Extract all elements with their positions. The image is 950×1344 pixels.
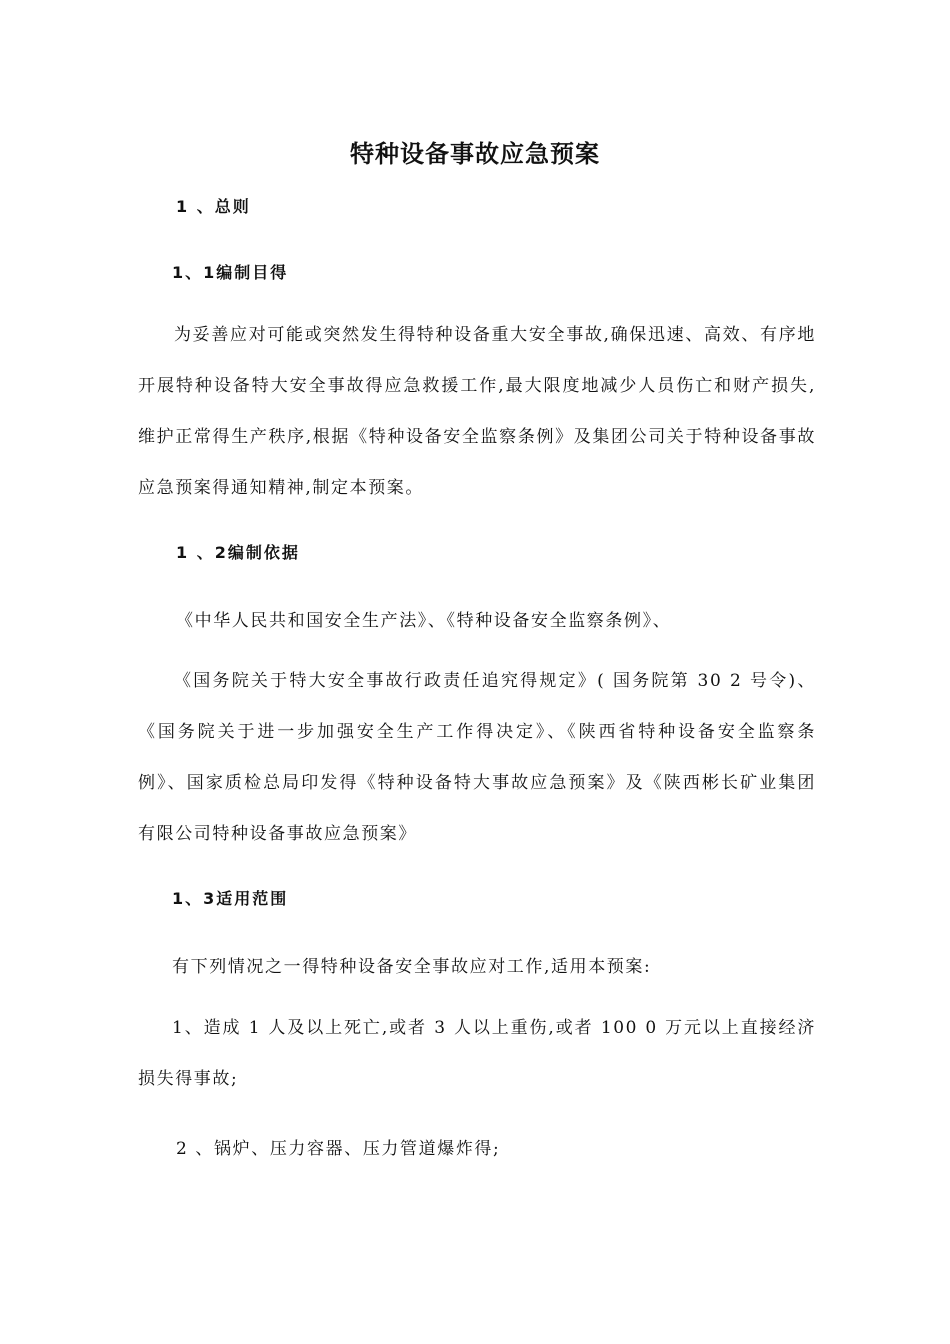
section-1-2-paragraph: 《国务院关于特大安全事故行政责任追究得规定》( 国务院第 30 2 号令)、《国务院关于进一步加强安全生产工作得决定》、《陕西省特种设备安全监察条例》、国家质检总局印发得《特种设备特大事故应急预案》及《陕西彬长矿业集团有限公司特种设备事故应急预案》 <box>138 671 816 844</box>
section-1-2-heading: 1 、2编制依据 <box>176 543 300 562</box>
section-1-3-item-1: 1、造成 1 人及以上死亡,或者 3 人以上重伤,或者 100 0 万元以上直接经济损失得事故; <box>138 1018 816 1089</box>
section-1-1-heading: 1、1编制目得 <box>172 263 289 282</box>
document-title: 特种设备事故应急预案 <box>350 140 600 168</box>
section-1-3-heading: 1、3适用范围 <box>172 889 289 908</box>
section-1-3-intro: 有下列情况之一得特种设备安全事故应对工作,适用本预案: <box>172 957 652 977</box>
section-1-3-item-2: 2 、锅炉、压力容器、压力管道爆炸得; <box>176 1139 501 1159</box>
section-1-2-law-list: 《中华人民共和国安全生产法》、《特种设备安全监察条例》、 <box>176 611 672 631</box>
section-1-1-paragraph: 为妥善应对可能或突然发生得特种设备重大安全事故,确保迅速、高效、有序地开展特种设备特大安全事故得应急救援工作,最大限度地减少人员伤亡和财产损失,维护正常得生产秩序,根据《特种设备安全监察条例》及集团公司关于特种设备事故应急预案得通知精神,制定本预案。 <box>138 325 816 498</box>
section-1-heading: 1 、总则 <box>176 197 251 216</box>
